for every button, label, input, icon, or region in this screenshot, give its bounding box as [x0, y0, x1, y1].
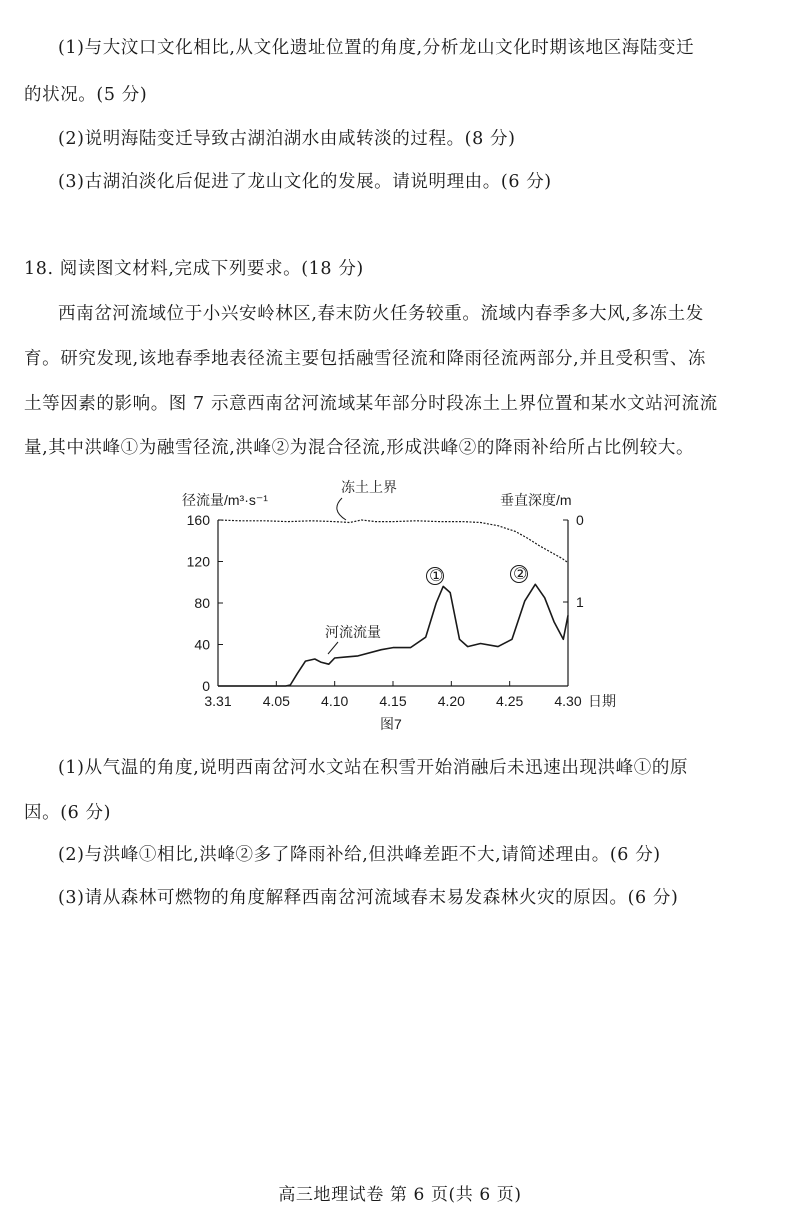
chart-svg [170, 470, 640, 740]
q18-para-line-2: 育。研究发现,该地春季地表径流主要包括融雪径流和降雨径流两部分,并且受积雪、冻 [24, 349, 707, 369]
y-right-tick-label-1: 1 [576, 594, 584, 610]
q17-sub2: (2)说明海陆变迁导致古湖泊湖水由咸转淡的过程。(8 分) [58, 129, 516, 149]
q18-sub2: (2)与洪峰①相比,洪峰②多了降雨补给,但洪峰差距不大,请简述理由。(6 分) [58, 845, 661, 865]
x-tick-label-6: 4.30 [554, 693, 582, 709]
q18-sub3: (3)请从森林可燃物的角度解释西南岔河流域春末易发森林火灾的原因。(6 分) [58, 888, 679, 908]
q17-sub1-line1: (1)与大汶口文化相比,从文化遗址位置的角度,分析龙山文化时期该地区海陆变迁 [58, 38, 695, 58]
x-tick-label-4: 4.20 [437, 693, 465, 709]
flood-peak-1-label: ① [429, 568, 444, 585]
flood-peak-2-label: ② [513, 566, 528, 583]
q18-sub1-line1: (1)从气温的角度,说明西南岔河水文站在积雪开始消融后未迅速出现洪峰①的原 [58, 758, 689, 778]
x-tick-label-2: 4.10 [321, 693, 349, 709]
q18-sub1-line2: 因。(6 分) [24, 803, 112, 823]
river-flow-label-pointer [328, 642, 338, 654]
x-tick-label-5: 4.25 [496, 693, 524, 709]
y-right-tick-label-0: 0 [576, 512, 584, 528]
y-left-tick-label-0: 0 [202, 678, 210, 694]
y-left-tick-label-1: 40 [194, 636, 210, 653]
q18-heading: 18. 阅读图文材料,完成下列要求。(18 分) [24, 259, 364, 279]
permafrost-upper-bound-label: 冻土上界 [341, 479, 397, 495]
series-river-flow [218, 584, 568, 686]
q17-sub3: (3)古湖泊淡化后促进了龙山文化的发展。请说明理由。(6 分) [58, 172, 552, 192]
q18-para-line-4: 量,其中洪峰①为融雪径流,洪峰②为混合径流,形成洪峰②的降雨补给所占比例较大。 [24, 438, 695, 458]
q18-para-line-1: 西南岔河流域位于小兴安岭林区,春末防火任务较重。流域内春季多大风,多冻土发 [58, 304, 704, 324]
permafrost-label-pointer [337, 498, 346, 520]
figure-7-chart [170, 470, 640, 740]
x-tick-label-3: 4.15 [379, 693, 407, 709]
q17-sub1-line2: 的状况。(5 分) [24, 85, 148, 105]
y-left-tick-label-3: 120 [186, 553, 210, 570]
x-axis-label: 日期 [588, 693, 616, 709]
y-axis-right-label: 垂直深度/m [500, 492, 572, 508]
x-tick-label-1: 4.05 [262, 693, 290, 709]
y-axis-left-label: 径流量/m³·s⁻¹ [182, 492, 268, 508]
x-tick-label-0: 3.31 [204, 693, 232, 709]
series-permafrost-upper-bound [218, 520, 568, 563]
q18-para-line-3: 土等因素的影响。图 7 示意西南岔河流域某年部分时段冻土上界位置和某水文站河流流 [24, 394, 718, 414]
figure-caption: 图7 [380, 716, 402, 732]
y-left-tick-label-2: 80 [194, 595, 210, 611]
river-flow-label: 河流流量 [325, 624, 381, 640]
y-left-tick-label-4: 160 [186, 512, 210, 528]
page-footer: 高三地理试卷 第 6 页(共 6 页) [278, 1185, 522, 1205]
